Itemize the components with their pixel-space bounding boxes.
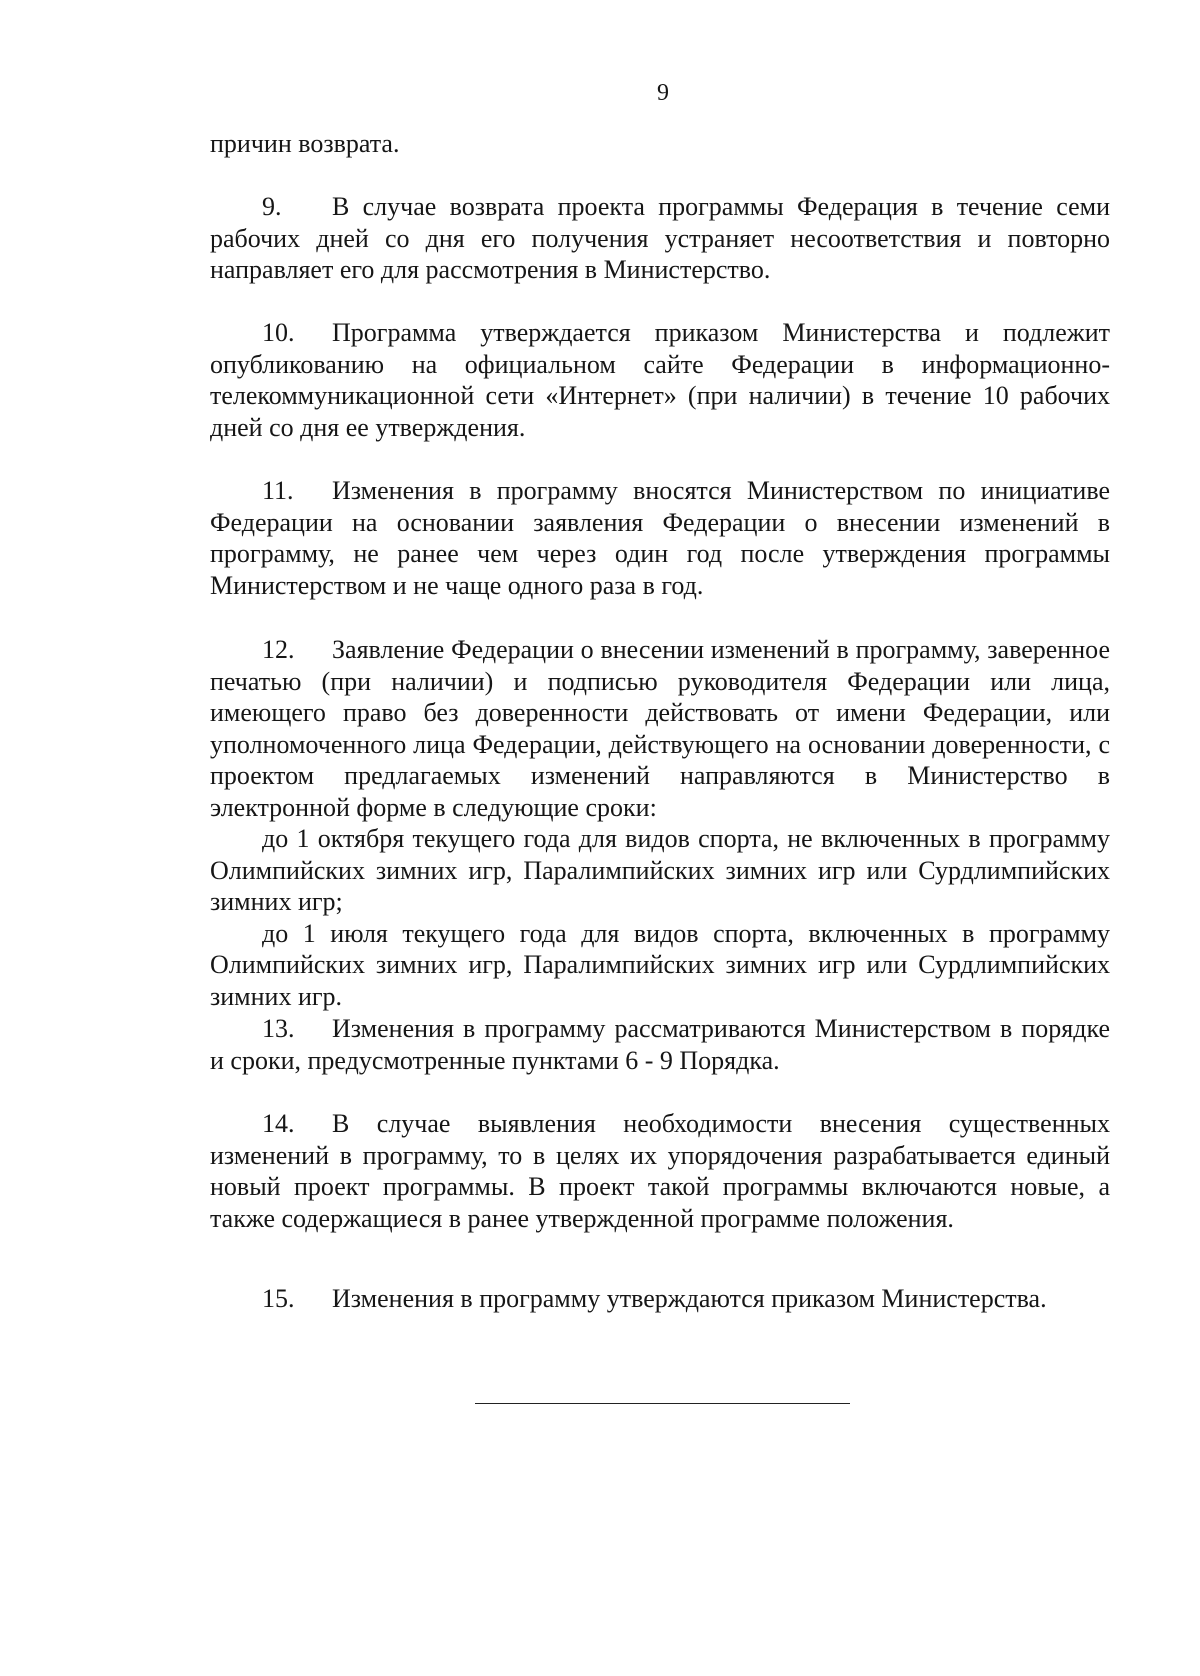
- item-13: [210, 1013, 1110, 1076]
- item-12: [210, 634, 1110, 1012]
- end-separator-line: [475, 1403, 850, 1404]
- item-13-paragraph: [210, 1013, 1110, 1076]
- item-number: 9.: [262, 192, 282, 221]
- continuation-line: причин возврата.: [210, 129, 400, 158]
- item-text: Заявление Федерации о внесении изменений в программу, заверенное печатью (при наличии) и подписью руководителя Федерации или лица, имеющего право без доверенности действовать от имени Федерации, или уполномоченного лица Федерации, действующего на основании доверенности, с проектом предлагаемых изменений направляются в Министерство в электронной форме в следующие сроки:: [210, 635, 1110, 822]
- item-number: 12.: [262, 635, 295, 664]
- item-11: [210, 475, 1110, 601]
- item-number: 15.: [262, 1284, 295, 1313]
- item-text: В случае выявления необходимости внесения существенных изменений в программу, то в целях их упорядочения разрабатывается единый новый проект программы. В проект такой программы включаются новые, а также содержащиеся в ранее утвержденной программе положения.: [210, 1109, 1110, 1233]
- item-15-paragraph: [210, 1283, 1110, 1315]
- item-10-paragraph: [210, 317, 1110, 443]
- item-text: Изменения в программу вносятся Министерством по инициативе Федерации на основании заявления Федерации о внесении изменений в программу, не ранее чем через один год после утверждения программы Министерством и не чаще одного раза в год.: [210, 476, 1110, 600]
- item-11-paragraph: [210, 475, 1110, 601]
- item-15: [210, 1283, 1110, 1315]
- item-12-paragraph: [210, 634, 1110, 823]
- item-text: Программа утверждается приказом Министерства и подлежит опубликованию на официальном сайте Федерации в информационно-телекоммуникационной сети «Интернет» (при наличии) в течение 10 рабочих дней со дня ее утверждения.: [210, 318, 1110, 442]
- item-number: 11.: [262, 476, 294, 505]
- item-number: 10.: [262, 318, 295, 347]
- item-14: [210, 1108, 1110, 1234]
- item-text: В случае возврата проекта программы Федерация в течение семи рабочих дней со дня его получения устраняет несоответствия и повторно направляет его для рассмотрения в Министерство.: [210, 192, 1110, 284]
- item-number: 13.: [262, 1014, 295, 1043]
- item-text: Изменения в программу рассматриваются Министерством в порядке и сроки, предусмотренные пунктами 6 - 9 Порядка.: [210, 1014, 1110, 1075]
- item-9: [210, 191, 1110, 286]
- item-number: 14.: [262, 1109, 295, 1138]
- item-9-paragraph: [210, 191, 1110, 286]
- item-text: Изменения в программу утверждаются приказом Министерства.: [332, 1284, 1047, 1313]
- item-10: [210, 317, 1110, 443]
- item-14-paragraph: [210, 1108, 1110, 1234]
- page-number: 9: [657, 80, 669, 106]
- item-12-sub-1: до 1 октября текущего года для видов спорта, не включенных в программу Олимпийских зимних игр, Паралимпийских зимних игр или Сурдлимпийских зимних игр;: [210, 824, 1110, 916]
- item-12-sub-2: до 1 июля текущего года для видов спорта, включенных в программу Олимпийских зимних игр, Паралимпийских зимних игр или Сурдлимпийских зимних игр.: [210, 918, 1110, 1011]
- continuation-text: [210, 128, 1110, 160]
